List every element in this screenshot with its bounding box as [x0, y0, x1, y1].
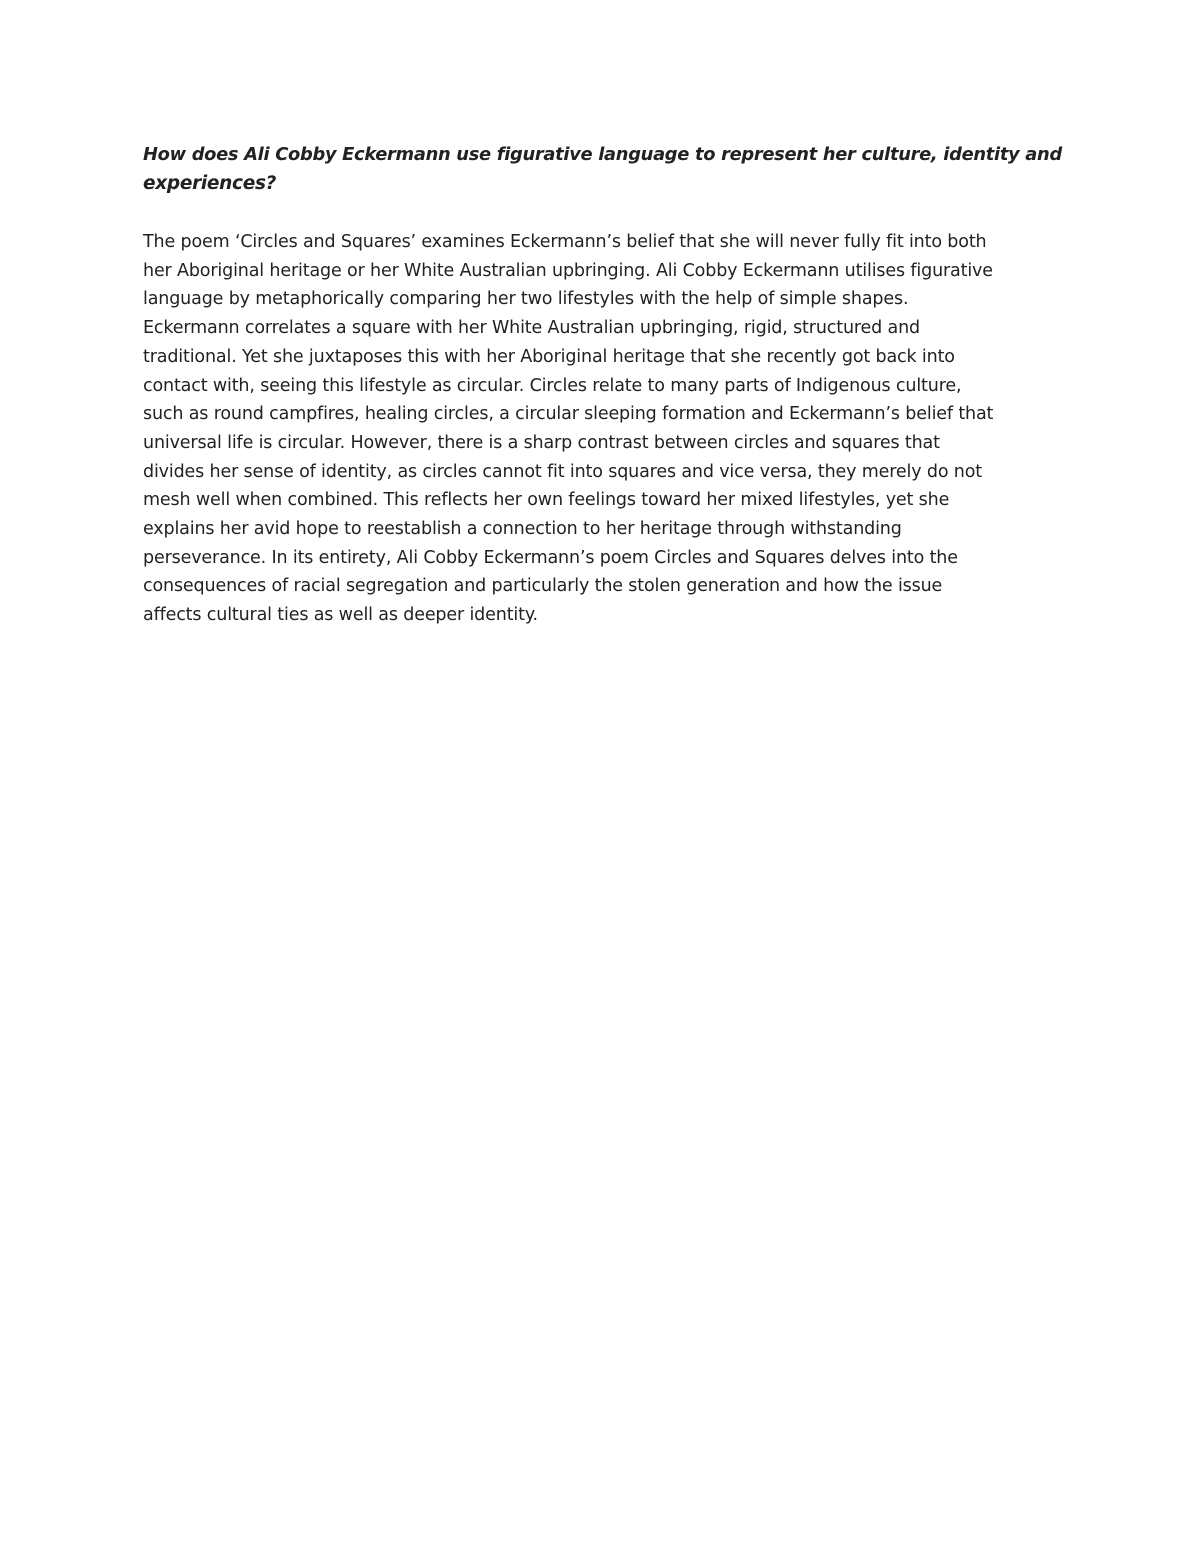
essay-question: [143, 140, 1068, 198]
document-content: [143, 140, 1068, 630]
question-line: How does Ali Cobby Eckermann use figurative language to represent her culture, identity and: [143, 144, 1062, 165]
paragraph-line: traditional. Yet she juxtaposes this with her Aboriginal heritage that she recently got back into: [143, 346, 955, 367]
paragraph-line: language by metaphorically comparing her two lifestyles with the help of simple shapes.: [143, 289, 909, 310]
paragraph-line: such as round campfires, healing circles, a circular sleeping formation and Eckermann’s belief that: [143, 404, 994, 425]
paragraph-line: contact with, seeing this lifestyle as circular. Circles relate to many parts of Indigenous culture,: [143, 375, 962, 396]
paragraph-line: her Aboriginal heritage or her White Australian upbringing. Ali Cobby Eckermann utilises figurative: [143, 260, 993, 281]
paragraph-line: perseverance. In its entirety, Ali Cobby Eckermann’s poem Circles and Squares delves into the: [143, 547, 958, 568]
question-line: experiences?: [143, 173, 277, 194]
paragraph-line: affects cultural ties as well as deeper identity.: [143, 605, 538, 626]
paragraph-line: The poem ‘Circles and Squares’ examines Eckermann’s belief that she will never fully fit into both: [143, 232, 987, 252]
paragraph-line: Eckermann correlates a square with her White Australian upbringing, rigid, structured and: [143, 318, 921, 339]
essay-paragraph: [143, 228, 1068, 630]
paragraph-line: divides her sense of identity, as circles cannot fit into squares and vice versa, they merely do not: [143, 461, 983, 482]
paragraph-line: universal life is circular. However, there is a sharp contrast between circles and squares that: [143, 432, 940, 453]
paragraph-line: consequences of racial segregation and particularly the stolen generation and how the issue: [143, 576, 943, 597]
paragraph-line: explains her avid hope to reestablish a connection to her heritage through withstanding: [143, 519, 902, 540]
paragraph-line: mesh well when combined. This reflects her own feelings toward her mixed lifestyles, yet she: [143, 490, 950, 511]
